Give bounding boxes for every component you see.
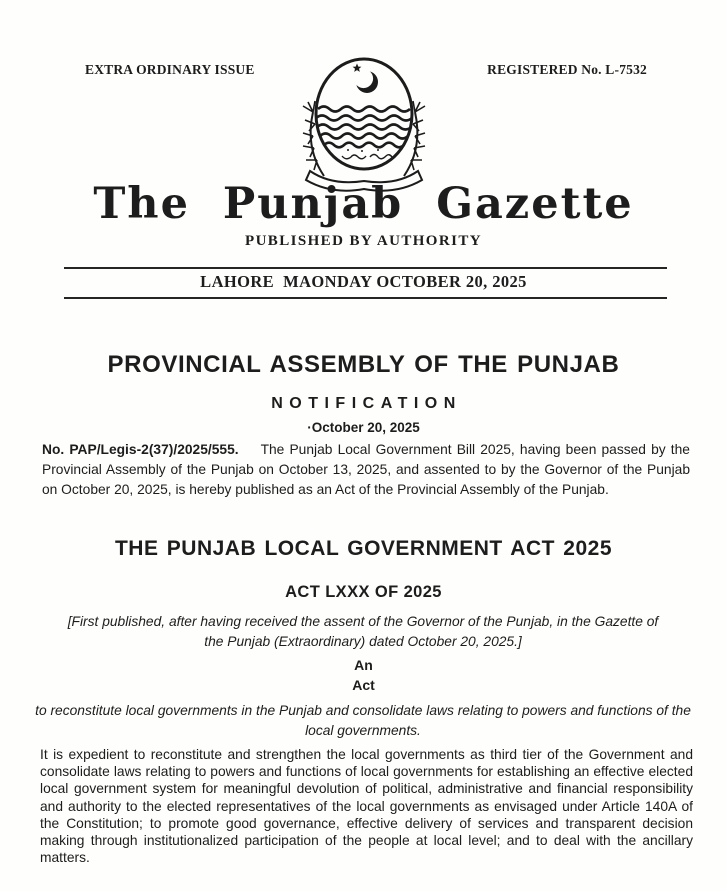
government-of-punjab-crest-icon [288, 54, 440, 194]
masthead [0, 181, 727, 250]
gazette-title: The Punjab Gazette [93, 179, 634, 229]
notification-heading: NOTIFICATION [271, 395, 462, 412]
notification-date: ·October 20, 2025 [307, 420, 420, 435]
extra-ordinary-issue-label: EXTRA ORDINARY ISSUE [85, 62, 255, 77]
act-preamble: It is expedient to reconstitute and strengthen the local governments as third tier of the Government and consolidate laws relating to powers and functions of local governments for establishing an effective elected local government system for meaningful devolution of political, administrative and financial responsibility and authority to the elected representatives of the local governments as envisaged under Article 140A of the Constitution; to promote good governance, effective delivery of services and transparent decision making through institutionalized participation of the people at local level; and to deal with the ancillary matters. [40, 747, 693, 866]
crescent-cutout [353, 69, 372, 88]
registered-number-label: REGISTERED No. L-7532 [487, 62, 647, 77]
crest-container [288, 54, 440, 199]
notification-body: The Punjab Local Government Bill 2025, having been passed by the Provincial Assembly of the Punjab on October 13, 2025, and assented to by the Governor of the Punjab on October 20, 2025, is hereby published as an Act of the Provincial Assembly of the Punjab. [42, 442, 690, 497]
act-label: Act [352, 677, 375, 693]
published-by-authority-label: PUBLISHED BY AUTHORITY [245, 233, 482, 250]
act-title: THE PUNJAB LOCAL GOVERNMENT ACT 2025 [114, 537, 613, 560]
act-number: ACT LXXX OF 2025 [285, 583, 442, 601]
horizontal-rule-bottom [64, 297, 667, 299]
notification-paragraph [42, 440, 690, 499]
horizontal-rule-top [64, 267, 667, 269]
an-label: An [354, 657, 373, 673]
dateline: LAHORE MAONDAY OCTOBER 20, 2025 [200, 272, 527, 291]
publication-note: [First published, after having received the assent of the Governor of the Punjab, in the Gazette of the Punjab (Extraordinary) dated October 20, 2025.] [67, 614, 659, 649]
notification-number: No. PAP/Legis-2(37)/2025/555. [42, 442, 239, 457]
act-long-title: to reconstitute local governments in the Punjab and consolidate laws relating to powers and functions of the local governments. [35, 703, 691, 738]
assembly-heading: PROVINCIAL ASSEMBLY OF THE PUNJAB [107, 351, 620, 378]
